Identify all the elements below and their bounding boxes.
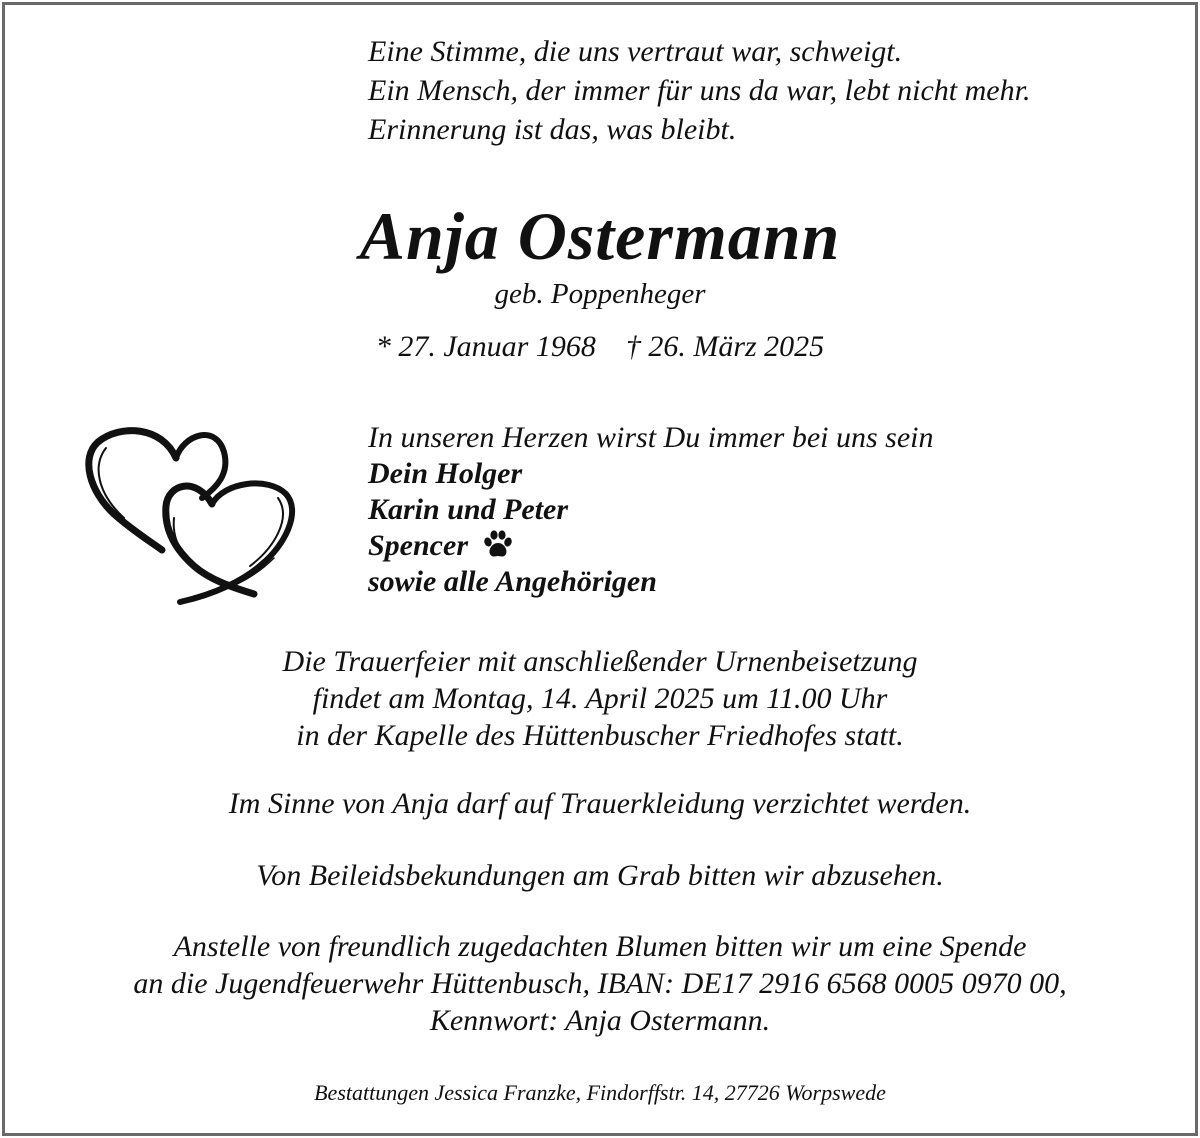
ceremony-line: findet am Montag, 14. April 2025 um 11.00 Uhr [312,682,888,715]
mourner-name-row [368,528,934,564]
mourners-intro: In unseren Herzen wirst Du immer bei uns sein [368,421,934,454]
mourner-name: Karin und Peter [368,493,569,526]
funeral-home-footer: Bestattungen Jessica Franzke, Findorffstr. 14, 27726 Worpswede [314,1080,886,1105]
mourner-name: Spencer [368,529,468,562]
ceremony-line: in der Kapelle des Hüttenbuscher Friedhofes statt. [296,719,904,752]
donation-line: Anstelle von freundlich zugedachten Blumen bitten wir um eine Spende [173,930,1027,963]
donation-info [0,928,1200,1039]
maiden-name: geb. Poppenheger [494,278,706,310]
mourner-name: sowie alle Angehörigen [368,565,657,598]
mourners [368,420,934,600]
ceremony-line: Die Trauerfeier mit anschließender Urnenbeisetzung [282,645,918,678]
deceased-name: Anja Ostermann [359,198,841,274]
ceremony-info [0,643,1200,754]
death-date: † 26. März 2025 [625,330,825,363]
paw-print-icon [482,530,514,560]
two-hearts-icon [84,418,298,606]
dress-note: Im Sinne von Anja darf auf Trauerkleidung verzichtet werden. [228,787,972,820]
birth-date: * 27. Januar 1968 [375,330,596,363]
poem-line: Ein Mensch, der immer für uns da war, lebt nicht mehr. [368,74,1031,107]
condolence-note: Von Beileidsbekundungen am Grab bitten wir abzusehen. [256,859,944,892]
poem-line: Erinnerung ist das, was bleibt. [368,113,737,146]
poem [368,32,1030,149]
life-dates [0,328,1200,366]
donation-line: Kennwort: Anja Ostermann. [429,1004,771,1037]
donation-line: an die Jugendfeuerwehr Hüttenbusch, IBAN: DE17 2916 6568 0005 0970 00, [133,967,1067,1000]
poem-line: Eine Stimme, die uns vertraut war, schweigt. [368,35,903,68]
mourner-name: Dein Holger [368,457,523,490]
